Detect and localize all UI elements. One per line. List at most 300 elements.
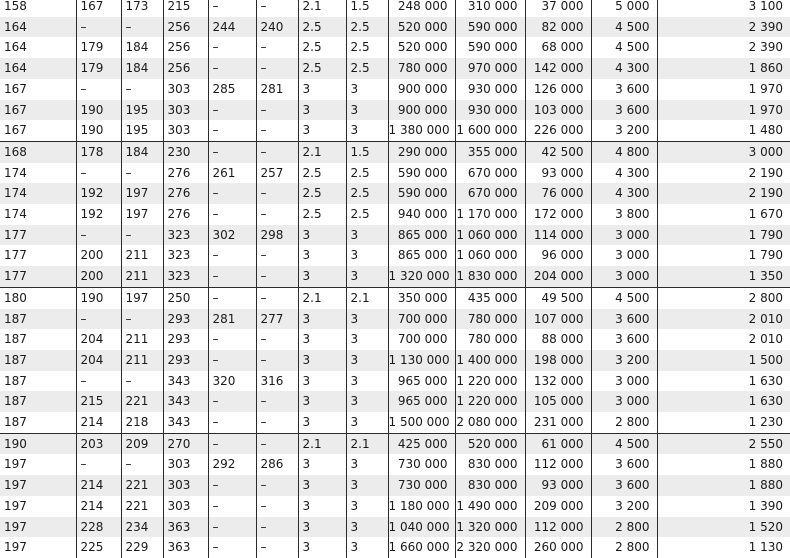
cell-r2-min: 3 [346,79,388,100]
cell-limiting-speed: 1 390 [657,496,790,517]
cell-D1: – [208,141,256,162]
cell-d1: 214 [76,475,121,496]
cell-d1: 192 [76,183,121,204]
cell-limiting-speed: 2 010 [657,329,790,350]
cell-D2: – [256,100,298,121]
cell-reference-speed: 4 500 [591,17,657,38]
cell-static-load-rating: 1 170 000 [455,204,525,225]
cell-static-load-rating: 355 000 [455,141,525,162]
cell-D1: – [208,100,256,121]
cell-fatigue-load-limit: 37 000 [525,0,591,17]
cell-r2-min: 3 [346,120,388,141]
cell-limiting-speed: 1 790 [657,225,790,246]
cell-limiting-speed: 2 010 [657,309,790,330]
cell-bore-diameter: 197 [0,517,76,538]
cell-d2: – [121,17,163,38]
cell-fatigue-load-limit: 112 000 [525,517,591,538]
cell-static-load-rating: 1 830 000 [455,266,525,287]
cell-r2-min: 2.5 [346,183,388,204]
cell-fatigue-load-limit: 226 000 [525,120,591,141]
cell-d2: – [121,454,163,475]
cell-d2: 173 [121,0,163,17]
cell-fatigue-load-limit: 209 000 [525,496,591,517]
cell-D2: – [256,517,298,538]
cell-D2: 240 [256,17,298,38]
cell-dynamic-load-rating: 290 000 [388,141,455,162]
cell-dynamic-load-rating: 350 000 [388,287,455,308]
cell-bore-diameter: 167 [0,100,76,121]
cell-reference-speed: 3 200 [591,496,657,517]
cell-D2: – [256,120,298,141]
table-row [0,433,790,454]
cell-dynamic-load-rating: 780 000 [388,58,455,79]
cell-limiting-speed: 1 670 [657,204,790,225]
cell-D1: – [208,120,256,141]
cell-D1: 261 [208,163,256,184]
cell-outer-diameter: 293 [163,350,208,371]
cell-d1: 203 [76,433,121,454]
cell-reference-speed: 5 000 [591,0,657,17]
table-row [0,163,790,184]
cell-d1: 214 [76,412,121,433]
cell-d1: 204 [76,329,121,350]
cell-fatigue-load-limit: 103 000 [525,100,591,121]
cell-d2: – [121,79,163,100]
cell-outer-diameter: 230 [163,141,208,162]
cell-outer-diameter: 323 [163,266,208,287]
cell-d1: – [76,225,121,246]
cell-r2-min: 2.5 [346,58,388,79]
cell-static-load-rating: 1 220 000 [455,371,525,392]
cell-fatigue-load-limit: 61 000 [525,433,591,454]
cell-r2-min: 3 [346,100,388,121]
cell-limiting-speed: 3 100 [657,0,790,17]
cell-D1: – [208,517,256,538]
cell-bore-diameter: 177 [0,266,76,287]
cell-d1: 190 [76,287,121,308]
cell-r1-min: 2.5 [298,17,346,38]
cell-static-load-rating: 780 000 [455,309,525,330]
cell-fatigue-load-limit: 126 000 [525,79,591,100]
cell-reference-speed: 3 000 [591,245,657,266]
cell-outer-diameter: 343 [163,412,208,433]
cell-dynamic-load-rating: 1 040 000 [388,517,455,538]
cell-d2: 197 [121,204,163,225]
cell-fatigue-load-limit: 142 000 [525,58,591,79]
cell-r2-min: 3 [346,412,388,433]
cell-d2: 211 [121,329,163,350]
cell-D1: – [208,204,256,225]
cell-D2: – [256,141,298,162]
cell-D1: – [208,537,256,558]
cell-d1: 167 [76,0,121,17]
cell-static-load-rating: 780 000 [455,329,525,350]
cell-reference-speed: 4 500 [591,287,657,308]
cell-D2: – [256,266,298,287]
cell-bore-diameter: 197 [0,475,76,496]
cell-outer-diameter: 293 [163,309,208,330]
cell-limiting-speed: 2 190 [657,163,790,184]
table-row [0,0,790,17]
cell-D1: – [208,475,256,496]
cell-dynamic-load-rating: 730 000 [388,454,455,475]
cell-bore-diameter: 158 [4,0,27,13]
cell-d2: 195 [121,100,163,121]
table-row [0,454,790,475]
cell-D1: 244 [208,17,256,38]
cell-r2-min: 3 [346,537,388,558]
cell-r1-min: 3 [298,350,346,371]
cell-D1: – [208,350,256,371]
cell-r1-min: 2.1 [298,433,346,454]
cell-fatigue-load-limit: 76 000 [525,183,591,204]
cell-D2: 257 [256,163,298,184]
cell-r2-min: 2.5 [346,163,388,184]
cell-fatigue-load-limit: 132 000 [525,371,591,392]
cell-static-load-rating: 1 490 000 [455,496,525,517]
cell-D2: – [256,204,298,225]
cell-limiting-speed: 2 550 [657,433,790,454]
cell-D2: – [256,412,298,433]
cell-r1-min: 3 [298,225,346,246]
cell-fatigue-load-limit: 114 000 [525,225,591,246]
cell-dynamic-load-rating: 425 000 [388,433,455,454]
cell-D2: 277 [256,309,298,330]
cell-outer-diameter: 276 [163,204,208,225]
cell-d2: 211 [121,245,163,266]
cell-outer-diameter: 303 [163,79,208,100]
cell-r1-min: 2.5 [298,163,346,184]
cell-r2-min: 2.5 [346,37,388,58]
cell-d2: – [121,163,163,184]
cell-reference-speed: 3 000 [591,371,657,392]
cell-r1-min: 3 [298,100,346,121]
cell-fatigue-load-limit: 42 500 [525,141,591,162]
cell-d1: 200 [76,266,121,287]
cell-reference-speed: 4 800 [591,141,657,162]
cell-fatigue-load-limit: 68 000 [525,37,591,58]
cell-r2-min: 1.5 [346,141,388,162]
cell-D2: – [256,183,298,204]
cell-r1-min: 3 [298,120,346,141]
cell-reference-speed: 3 000 [591,266,657,287]
cell-static-load-rating: 1 060 000 [455,225,525,246]
cell-r1-min: 3 [298,517,346,538]
cell-d1: 215 [76,391,121,412]
cell-D2: – [256,496,298,517]
cell-D2: – [256,537,298,558]
cell-d1: – [76,309,121,330]
table-row [0,37,790,58]
cell-bore-diameter: 197 [4,540,27,555]
cell-r1-min: 2.5 [298,37,346,58]
cell-outer-diameter: 303 [163,496,208,517]
cell-r1-min: 3 [298,475,346,496]
cell-r1-min: 3 [298,371,346,392]
cell-outer-diameter: 293 [163,329,208,350]
cell-d1: – [76,79,121,100]
cell-outer-diameter: 276 [163,183,208,204]
cell-static-load-rating: 1 220 000 [455,391,525,412]
cell-d2: 234 [121,517,163,538]
table-row [0,17,790,38]
cell-dynamic-load-rating: 520 000 [388,37,455,58]
cell-reference-speed: 2 800 [591,412,657,433]
cell-D2: – [256,287,298,308]
cell-reference-speed: 4 300 [591,163,657,184]
cell-r2-min: 2.5 [346,17,388,38]
cell-reference-speed: 3 600 [591,329,657,350]
cell-r2-min: 2.5 [346,204,388,225]
cell-limiting-speed: 1 480 [657,120,790,141]
cell-r1-min: 2.1 [298,141,346,162]
cell-bore-diameter: 177 [4,248,27,263]
cell-bore-diameter: 168 [0,141,76,162]
cell-D1: – [208,329,256,350]
cell-static-load-rating: 590 000 [455,17,525,38]
table-row [0,266,790,287]
cell-r2-min: 3 [346,475,388,496]
cell-reference-speed: 3 800 [591,204,657,225]
cell-outer-diameter: 323 [163,225,208,246]
cell-dynamic-load-rating: 1 500 000 [388,412,455,433]
cell-d1: 179 [76,37,121,58]
table-row [0,79,790,100]
cell-r1-min: 3 [298,454,346,475]
cell-D1: 320 [208,371,256,392]
cell-static-load-rating: 1 060 000 [455,245,525,266]
cell-limiting-speed: 1 500 [657,350,790,371]
cell-outer-diameter: 343 [163,391,208,412]
cell-dynamic-load-rating: 700 000 [388,329,455,350]
cell-static-load-rating: 1 400 000 [455,350,525,371]
cell-D1: – [208,37,256,58]
cell-reference-speed: 4 500 [591,433,657,454]
cell-r2-min: 3 [346,391,388,412]
cell-r1-min: 2.1 [298,287,346,308]
cell-fatigue-load-limit: 198 000 [525,350,591,371]
cell-reference-speed: 3 200 [591,120,657,141]
cell-D1: – [208,391,256,412]
cell-outer-diameter: 303 [163,100,208,121]
cell-r1-min: 2.5 [298,58,346,79]
cell-r2-min: 3 [346,496,388,517]
cell-outer-diameter: 276 [163,163,208,184]
cell-fatigue-load-limit: 204 000 [525,266,591,287]
cell-d2: – [121,309,163,330]
cell-r2-min: 2.1 [346,287,388,308]
cell-fatigue-load-limit: 112 000 [525,454,591,475]
cell-D1: – [208,412,256,433]
cell-d2: 229 [121,537,163,558]
cell-r2-min: 3 [346,225,388,246]
cell-dynamic-load-rating: 865 000 [388,245,455,266]
table-row [0,371,790,392]
cell-r1-min: 3 [298,412,346,433]
cell-r1-min: 3 [298,245,346,266]
table-row [0,58,790,79]
cell-r2-min: 3 [346,371,388,392]
cell-r1-min: 3 [298,329,346,350]
cell-D2: – [256,475,298,496]
cell-D2: 281 [256,79,298,100]
cell-d1: – [76,371,121,392]
cell-fatigue-load-limit: 93 000 [525,163,591,184]
cell-dynamic-load-rating: 248 000 [388,0,455,17]
cell-dynamic-load-rating: 700 000 [388,309,455,330]
cell-limiting-speed: 2 190 [657,183,790,204]
cell-outer-diameter: 303 [163,454,208,475]
table-row [0,412,790,433]
cell-d1: – [76,454,121,475]
cell-r1-min: 3 [298,309,346,330]
cell-limiting-speed: 1 630 [657,371,790,392]
cell-r2-min: 3 [346,350,388,371]
cell-D2: – [256,37,298,58]
cell-D2: – [256,245,298,266]
cell-outer-diameter: 250 [163,287,208,308]
cell-static-load-rating: 1 320 000 [455,517,525,538]
cell-static-load-rating: 590 000 [455,37,525,58]
cell-D1: – [208,266,256,287]
cell-outer-diameter: 343 [163,371,208,392]
cell-D1: – [208,287,256,308]
cell-reference-speed: 3 200 [591,350,657,371]
cell-d2: 221 [121,391,163,412]
cell-dynamic-load-rating: 965 000 [388,371,455,392]
cell-bore-diameter: 187 [0,350,76,371]
cell-d1: – [76,163,121,184]
cell-d2: 184 [121,58,163,79]
cell-fatigue-load-limit: 96 000 [525,245,591,266]
cell-limiting-speed: 1 880 [657,454,790,475]
cell-static-load-rating: 2 320 000 [455,537,525,558]
table-row [0,204,790,225]
cell-d2: 197 [121,287,163,308]
cell-d1: – [76,17,121,38]
cell-r1-min: 2.5 [298,204,346,225]
cell-d1: 190 [76,120,121,141]
cell-limiting-speed: 3 000 [657,141,790,162]
table-row [0,496,790,517]
cell-fatigue-load-limit: 88 000 [525,329,591,350]
cell-reference-speed: 3 000 [591,225,657,246]
cell-reference-speed: 2 800 [591,517,657,538]
cell-limiting-speed: 1 970 [657,100,790,121]
cell-D1: – [208,433,256,454]
cell-fatigue-load-limit: 49 500 [525,287,591,308]
cell-D2: 316 [256,371,298,392]
cell-r2-min: 3 [346,266,388,287]
cell-limiting-speed: 1 970 [657,79,790,100]
cell-d1: 200 [76,245,121,266]
cell-dynamic-load-rating: 1 130 000 [388,350,455,371]
cell-bore-diameter: 164 [0,17,76,38]
cell-dynamic-load-rating: 1 320 000 [388,266,455,287]
cell-r2-min: 3 [346,517,388,538]
cell-r1-min: 3 [298,79,346,100]
cell-dynamic-load-rating: 590 000 [388,163,455,184]
cell-reference-speed: 4 500 [591,37,657,58]
table-row [0,517,790,538]
cell-r1-min: 3 [298,266,346,287]
cell-d1: 178 [76,141,121,162]
cell-r2-min: 3 [346,245,388,266]
cell-d2: 211 [121,350,163,371]
cell-fatigue-load-limit: 231 000 [525,412,591,433]
cell-d1: 190 [76,100,121,121]
cell-bore-diameter: 167 [4,81,27,96]
cell-d2: 221 [121,496,163,517]
cell-d1: 214 [76,496,121,517]
cell-dynamic-load-rating: 865 000 [388,225,455,246]
cell-D2: – [256,433,298,454]
cell-bore-diameter: 187 [4,415,27,430]
cell-reference-speed: 4 300 [591,58,657,79]
cell-fatigue-load-limit: 172 000 [525,204,591,225]
cell-limiting-speed: 1 520 [657,517,790,538]
cell-r1-min: 3 [298,391,346,412]
cell-bore-diameter: 187 [4,332,27,347]
cell-r1-min: 3 [298,537,346,558]
cell-fatigue-load-limit: 260 000 [525,537,591,558]
cell-limiting-speed: 2 800 [657,287,790,308]
cell-outer-diameter: 323 [163,245,208,266]
cell-d2: 184 [121,141,163,162]
cell-outer-diameter: 303 [163,475,208,496]
cell-bore-diameter: 197 [4,498,27,513]
cell-bore-diameter: 164 [0,58,76,79]
cell-static-load-rating: 2 080 000 [455,412,525,433]
cell-D1: 285 [208,79,256,100]
cell-d2: – [121,225,163,246]
cell-bore-diameter: 187 [0,309,76,330]
cell-d1: 179 [76,58,121,79]
cell-static-load-rating: 970 000 [455,58,525,79]
cell-limiting-speed: 1 350 [657,266,790,287]
cell-limiting-speed: 1 230 [657,412,790,433]
cell-bore-diameter: 187 [0,391,76,412]
cell-bore-diameter: 167 [4,123,27,138]
cell-dynamic-load-rating: 940 000 [388,204,455,225]
cell-dynamic-load-rating: 1 180 000 [388,496,455,517]
cell-fatigue-load-limit: 93 000 [525,475,591,496]
cell-bore-diameter: 174 [4,165,27,180]
cell-reference-speed: 3 600 [591,79,657,100]
cell-d2: 211 [121,266,163,287]
cell-bore-diameter: 190 [0,433,76,454]
cell-r2-min: 2.1 [346,433,388,454]
cell-outer-diameter: 256 [163,37,208,58]
cell-r2-min: 3 [346,309,388,330]
table-row [0,287,790,308]
cell-static-load-rating: 930 000 [455,100,525,121]
cell-r2-min: 3 [346,454,388,475]
cell-reference-speed: 4 300 [591,183,657,204]
cell-D1: – [208,58,256,79]
cell-bore-diameter: 177 [0,225,76,246]
cell-r2-min: 1.5 [346,0,388,17]
cell-dynamic-load-rating: 965 000 [388,391,455,412]
cell-D1: 281 [208,309,256,330]
cell-static-load-rating: 930 000 [455,79,525,100]
cell-r2-min: 3 [346,329,388,350]
cell-D1: – [208,496,256,517]
cell-dynamic-load-rating: 730 000 [388,475,455,496]
table-row [0,309,790,330]
cell-d1: 204 [76,350,121,371]
cell-d2: 197 [121,183,163,204]
